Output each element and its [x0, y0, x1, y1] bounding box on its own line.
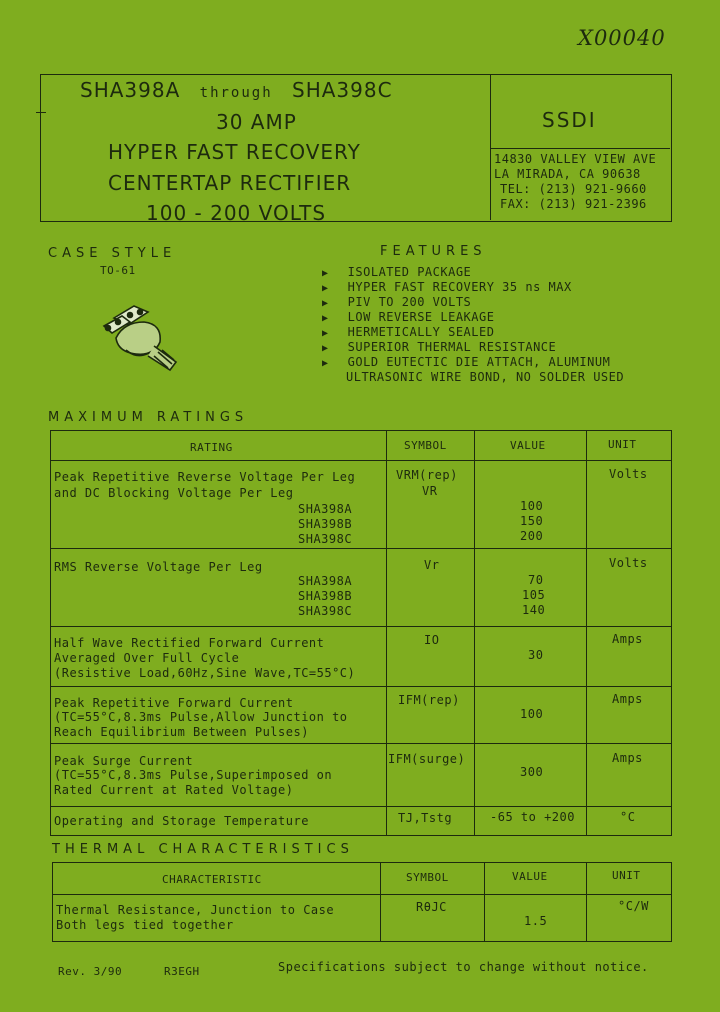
characteristic-text: Thermal Resistance, Junction to Case	[56, 903, 335, 917]
part-number: SHA398A	[298, 502, 353, 516]
unit: Volts	[609, 467, 648, 481]
symbol: TJ,Tstg	[398, 811, 453, 825]
header-part-line	[80, 78, 393, 102]
rating-text: and DC Blocking Voltage Per Leg	[54, 486, 294, 500]
part-number: SHA398C	[298, 532, 353, 546]
through-word: through	[199, 85, 273, 101]
symbol: IO	[424, 633, 440, 647]
rating-text: Peak Repetitive Reverse Voltage Per Leg	[54, 470, 356, 484]
feature-item: ▶ PIV TO 200 VOLTS	[322, 295, 472, 309]
thermal-table	[52, 862, 672, 942]
rating-text: Averaged Over Full Cycle	[54, 651, 240, 665]
rating-text: Reach Equilibrium Between Pulses)	[54, 725, 309, 739]
symbol: VRM(rep)	[396, 468, 458, 482]
features-title: FEATURES	[380, 244, 487, 259]
bullet-icon: ▶	[322, 358, 329, 369]
max-ratings-title: MAXIMUM RATINGS	[48, 410, 249, 425]
header-symbol: SYMBOL	[404, 439, 447, 452]
case-package: TO-61	[100, 264, 136, 277]
characteristic-text: Both legs tied together	[56, 918, 234, 932]
footer-revision: Rev. 3/90	[58, 965, 123, 978]
footer-notice: Specifications subject to change without notice.	[278, 960, 649, 974]
rating-text: (TC=55°C,8.3ms Pulse,Allow Junction to	[54, 710, 348, 724]
bullet-icon: ▶	[322, 343, 329, 354]
part-from: SHA398A	[80, 78, 181, 102]
rating-text: Rated Current at Rated Voltage)	[54, 783, 294, 797]
bullet-icon: ▶	[322, 283, 329, 294]
feature-item: ▶ SUPERIOR THERMAL RESISTANCE	[322, 340, 557, 354]
feature-item: ▶ HERMETICALLY SEALED	[322, 325, 495, 339]
part-to: SHA398C	[292, 78, 393, 102]
header-divider-horizontal	[490, 148, 670, 149]
bullet-icon: ▶	[322, 328, 329, 339]
address-line: LA MIRADA, CA 90638	[494, 167, 641, 181]
value: 140	[522, 603, 546, 617]
unit: Amps	[612, 632, 643, 646]
feature-item: ▶ GOLD EUTECTIC DIE ATTACH, ALUMINUM	[322, 355, 611, 369]
value: 100	[520, 707, 544, 721]
footer-code: R3EGH	[164, 965, 200, 978]
rating-text: Half Wave Rectified Forward Current	[54, 636, 325, 650]
feature-item: ▶ LOW REVERSE LEAKAGE	[322, 310, 495, 324]
header-unit: UNIT	[612, 869, 641, 882]
header-divider-vertical	[490, 74, 491, 220]
header-value: VALUE	[510, 439, 546, 452]
company-name: SSDI	[542, 108, 597, 132]
rating-text: (TC=55°C,8.3ms Pulse,Superimposed on	[54, 768, 333, 782]
value: 300	[520, 765, 544, 779]
value: 70	[528, 573, 544, 587]
part-number: SHA398A	[298, 574, 353, 588]
header-amp-line: 30 AMP	[216, 110, 297, 134]
bullet-icon: ▶	[322, 298, 329, 309]
header-title-line: HYPER FAST RECOVERY	[108, 140, 361, 164]
value: 150	[520, 514, 544, 528]
symbol: IFM(surge)	[388, 752, 466, 766]
header-unit: UNIT	[608, 438, 637, 451]
unit: °C	[620, 810, 636, 824]
address-line: 14830 VALLEY VIEW AVE	[494, 152, 657, 166]
thermal-title: THERMAL CHARACTERISTICS	[52, 842, 354, 857]
symbol: RθJC	[416, 900, 447, 914]
to61-package-drawing	[96, 298, 186, 378]
value: -65 to +200	[490, 810, 575, 824]
header-value: VALUE	[512, 870, 548, 883]
bullet-icon: ▶	[322, 268, 329, 279]
symbol: IFM(rep)	[398, 693, 460, 707]
header-symbol: SYMBOL	[406, 871, 449, 884]
header-subtitle-line: CENTERTAP RECTIFIER	[108, 171, 352, 195]
part-number: SHA398B	[298, 517, 353, 531]
value: 30	[528, 648, 544, 662]
part-number: SHA398B	[298, 589, 353, 603]
part-number: SHA398C	[298, 604, 353, 618]
rating-text: Operating and Storage Temperature	[54, 814, 309, 828]
unit: °C/W	[618, 899, 649, 913]
header-characteristic: CHARACTERISTIC	[162, 873, 262, 886]
value: 1.5	[524, 914, 548, 928]
value: 100	[520, 499, 544, 513]
phone-line: TEL: (213) 921-9660	[500, 182, 647, 196]
unit: Amps	[612, 751, 643, 765]
features-list	[322, 261, 625, 384]
symbol: Vr	[424, 558, 440, 572]
handwritten-note: X00040	[578, 26, 666, 50]
rating-text: Peak Repetitive Forward Current	[54, 696, 294, 710]
value: 200	[520, 529, 544, 543]
unit: Volts	[609, 556, 648, 570]
feature-item: ▶ ISOLATED PACKAGE	[322, 265, 472, 279]
fax-line: FAX: (213) 921-2396	[500, 197, 647, 211]
rating-text: (Resistive Load,60Hz,Sine Wave,TC=55°C)	[54, 666, 356, 680]
header-voltage-line: 100 - 200 VOLTS	[146, 201, 327, 225]
header-tick-mark	[36, 112, 46, 113]
case-style-title: CASE STYLE	[48, 246, 177, 261]
rating-text: Peak Surge Current	[54, 754, 194, 768]
feature-item: ▶ HYPER FAST RECOVERY 35 ns MAX	[322, 280, 572, 294]
rating-text: RMS Reverse Voltage Per Leg	[54, 560, 263, 574]
symbol: VR	[422, 484, 438, 498]
unit: Amps	[612, 692, 643, 706]
max-ratings-table	[50, 430, 672, 836]
bullet-icon: ▶	[322, 313, 329, 324]
value: 105	[522, 588, 546, 602]
header-rating: RATING	[190, 441, 233, 454]
feature-continuation: ULTRASONIC WIRE BOND, NO SOLDER USED	[346, 370, 625, 384]
